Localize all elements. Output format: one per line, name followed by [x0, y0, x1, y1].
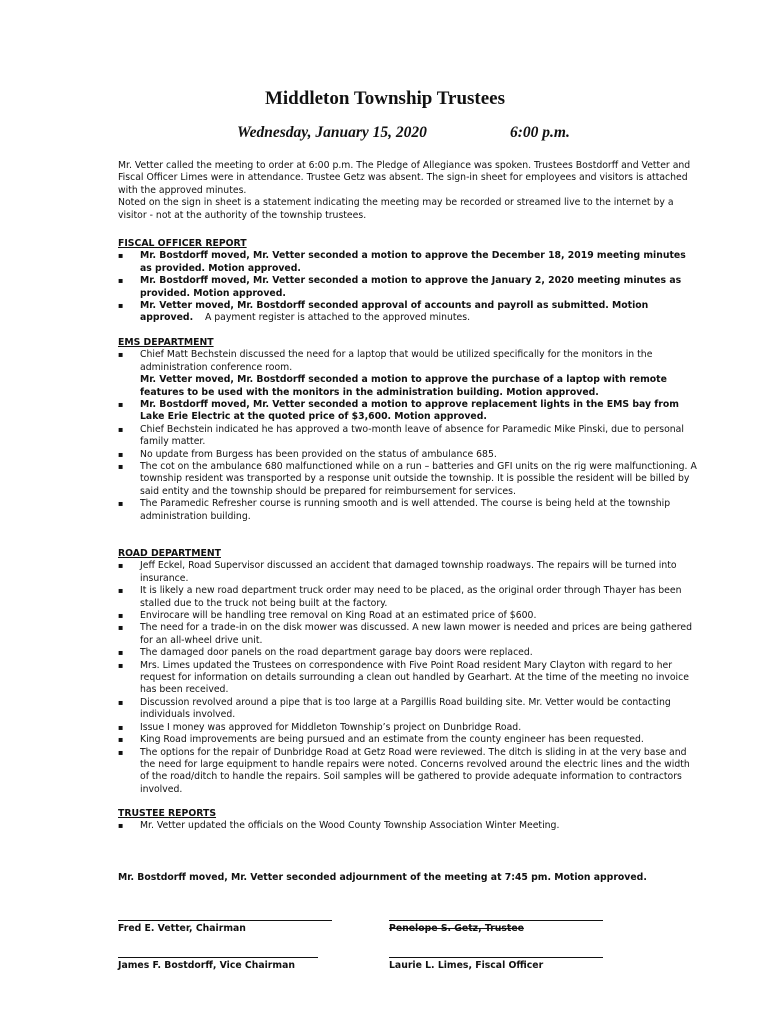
list-item: ▪ Mr. Bostdorff moved, Mr. Vetter seconded a motion to approve replacement lights in the EMS bay from Lake Erie Electric at the quoted price of $3,600. Motion approved.: [118, 399, 698, 424]
signature-line: [389, 945, 603, 958]
list-item: ▪ Mr. Bostdorff moved, Mr. Vetter seconded a motion to approve the December 18, 2019 meeting minutes as provided. Motion approved.: [118, 250, 698, 275]
meeting-time: 6:00 p.m.: [510, 124, 570, 141]
road-list: [118, 560, 698, 796]
signature-block-trustee: [389, 908, 603, 935]
ems-section: [118, 337, 698, 523]
fiscal-list: [118, 250, 698, 324]
list-item: ▪ Issue I money was approved for Middleton Township’s project on Dunbridge Road.: [118, 722, 698, 734]
list-item: ▪ The Paramedic Refresher course is running smooth and is well attended. The course is being held at the township administration building.: [118, 498, 698, 523]
list-item: [118, 349, 698, 399]
fiscal-officer-section: [118, 238, 698, 325]
intro-paragraph: Noted on the sign in sheet is a statement indicating the meeting may be recorded or streamed live to the internet by a visitor - not at the authority of the township trustees.: [118, 197, 674, 221]
list-item: ▪ The damaged door panels on the road department garage bay doors were replaced.: [118, 647, 698, 659]
signature-line: [389, 908, 603, 921]
list-item: ▪ No update from Burgess has been provided on the status of ambulance 685.: [118, 449, 698, 461]
signature-name: James F. Bostdorff, Vice Chairman: [118, 960, 295, 971]
signature-block-fiscal-officer: [389, 945, 603, 972]
list-item: ▪ Discussion revolved around a pipe that is too large at a Pargillis Road building site. Mr. Vetter would be contacting individuals involved.: [118, 697, 698, 722]
list-item: ▪ Mrs. Limes updated the Trustees on correspondence with Five Point Road resident Mary Clayton with regard to her request for information on details surrounding a clean out handled by Gearhart. At the time of the meeting no invoice has been received.: [118, 660, 698, 697]
list-item: ▪ Jeff Eckel, Road Supervisor discussed an accident that damaged township roadways. The repairs will be turned into insurance.: [118, 560, 698, 585]
list-item: ▪ King Road improvements are being pursued and an estimate from the county engineer has been requested.: [118, 734, 698, 746]
note-text: A payment register is attached to the approved minutes.: [204, 312, 471, 324]
list-item: [118, 300, 698, 325]
trustee-section: [118, 808, 698, 833]
list-item: ▪ Mr. Vetter updated the officials on the Wood County Township Association Winter Meeting.: [118, 820, 698, 832]
signature-block-vice-chairman: [118, 945, 318, 972]
trustee-list: [118, 820, 698, 832]
section-heading: TRUSTEE REPORTS: [118, 808, 217, 819]
list-item: ▪ Mr. Bostdorff moved, Mr. Vetter seconded a motion to approve the January 2, 2020 meeting minutes as provided. Motion approved.: [118, 275, 698, 300]
signature-block-chairman: [118, 908, 332, 935]
ems-list: [118, 349, 698, 523]
list-item: ▪ Chief Bechstein indicated he has approved a two-month leave of absence for Paramedic Mike Pinski, due to personal family matter.: [118, 424, 698, 449]
signature-name: Fred E. Vetter, Chairman: [118, 923, 246, 934]
document-title: Middleton Township Trustees: [264, 88, 506, 109]
meeting-date: Wednesday, January 15, 2020: [237, 124, 427, 141]
list-item: ▪ It is likely a new road department truck order may need to be placed, as the original order through Thayer has been stalled due to the truck not being built at the factory.: [118, 585, 698, 610]
section-heading: FISCAL OFFICER REPORT: [118, 238, 247, 249]
signature-name: Laurie L. Limes, Fiscal Officer: [389, 960, 544, 971]
motion-text: Mr. Vetter moved, Mr. Bostdorff seconded a motion to approve the purchase of a laptop with remote features to be used with the monitors in the administration building. Motion approved.: [140, 374, 667, 398]
section-heading: ROAD DEPARTMENT: [118, 548, 221, 559]
list-item: ▪ The need for a trade-in on the disk mower was discussed. A new lawn mower is needed and prices are being gathered for an all-wheel drive unit.: [118, 622, 698, 647]
adjournment-motion: Mr. Bostdorff moved, Mr. Vetter seconded adjournment of the meeting at 7:45 pm. Motion approved.: [118, 872, 647, 883]
signature-name: Penelope S. Getz, Trustee: [389, 923, 524, 934]
list-item: ▪ The cot on the ambulance 680 malfunctioned while on a run – batteries and GFI units on the rig were malfunctioning. A township resident was transported by a response unit outside the township. It is possible the resident will be billed by said entity and the township should be prepared for reimbursement for services.: [118, 461, 698, 498]
list-item: ▪ Envirocare will be handling tree removal on King Road at an estimated price of $600.: [118, 610, 698, 622]
signature-line: [118, 908, 332, 921]
road-section: [118, 548, 698, 796]
meeting-dateline: [237, 124, 570, 142]
list-item: ▪ The options for the repair of Dunbridge Road at Getz Road were reviewed. The ditch is sliding in at the very base and the need for large equipment to handle repairs were noted. Concerns revolved around the electric lines and the width of the road/ditch to handle the repairs. Soil samples will be gathered to provide adequate information to contractors involved.: [118, 747, 698, 797]
signature-line: [118, 945, 318, 958]
item-text: Chief Matt Bechstein discussed the need for a laptop that would be utilized specifically for the monitors in the administration conference room.: [140, 349, 653, 373]
intro-section: [118, 160, 698, 222]
intro-paragraph: Mr. Vetter called the meeting to order at 6:00 p.m. The Pledge of Allegiance was spoken. Trustees Bostdorff and Vetter and Fiscal Officer Limes were in attendance. Trustee Getz was absent. The sign-in sheet for employees and visitors is attached with the approved minutes.: [118, 160, 691, 196]
motion-text: Mr. Vetter moved, Mr. Bostdorff seconded approval of accounts and payroll as submitted. Motion approved.: [140, 300, 649, 324]
section-heading: EMS DEPARTMENT: [118, 337, 214, 348]
